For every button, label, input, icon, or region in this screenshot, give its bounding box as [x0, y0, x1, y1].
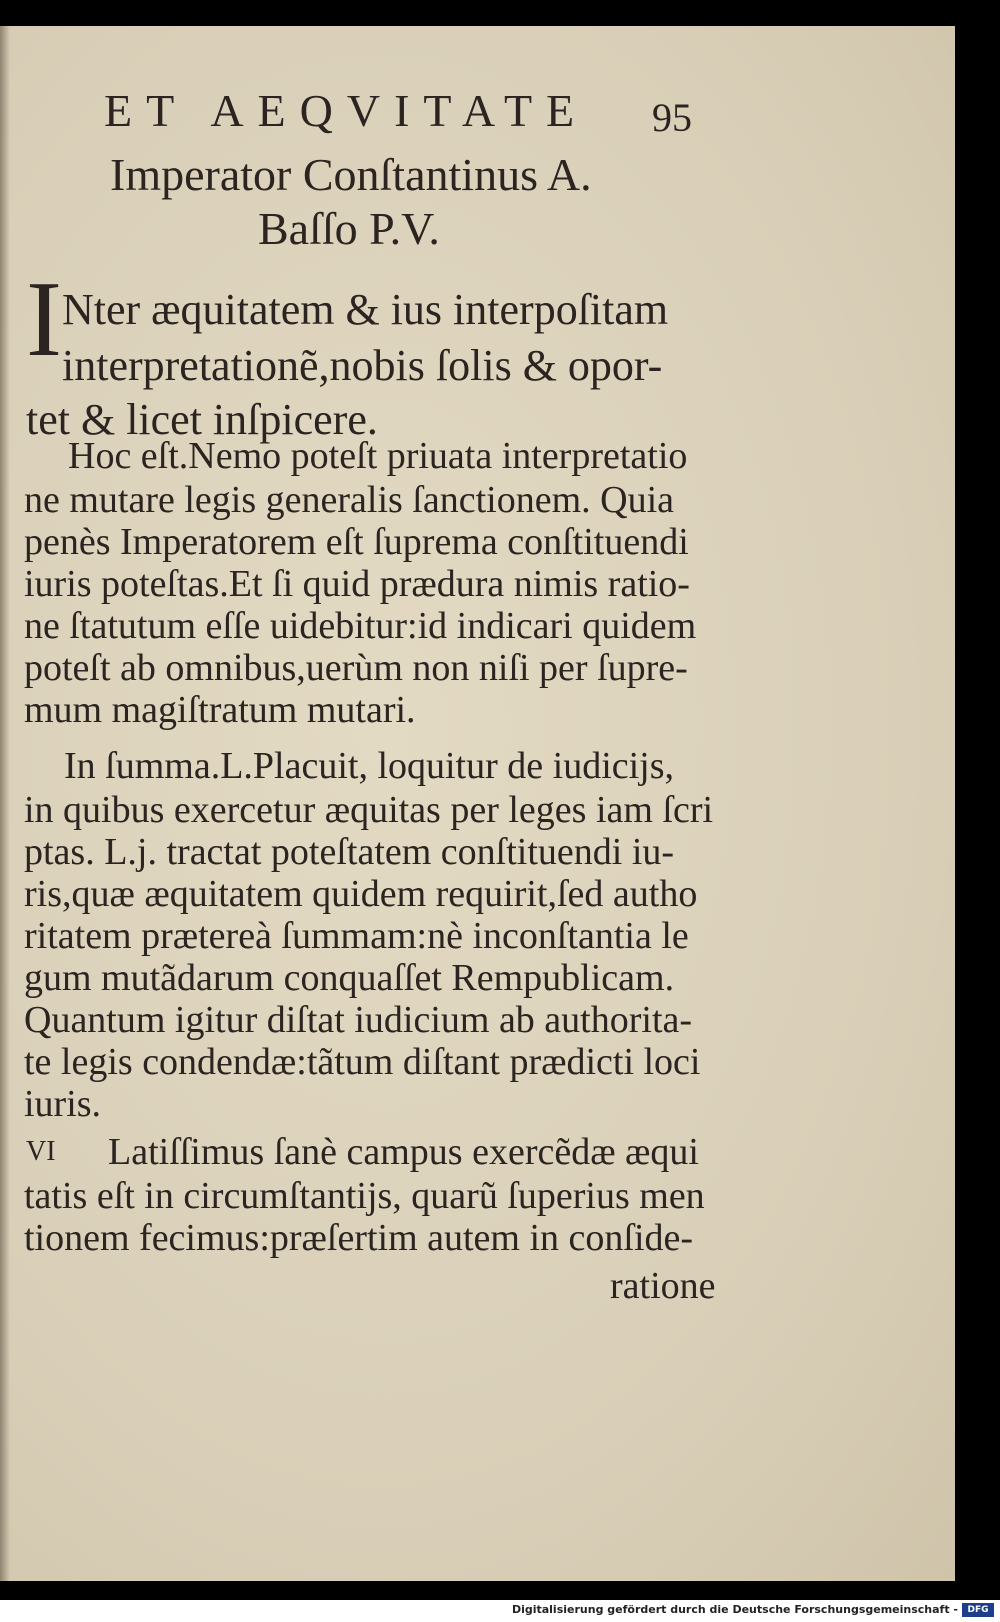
dfg-logo: DFG [962, 1603, 994, 1617]
paragraph3-line: ptas. L.j. tractat poteſtatem conſtituendi iu- [24, 831, 675, 873]
running-title: ET AEQVITATE [104, 85, 589, 136]
paragraph3-line: ris,quæ æquitatem quidem requirit,ſed autho [24, 873, 698, 915]
paragraph2-line: ne mutare legis generalis ſanctionem. Quia [24, 479, 674, 521]
paragraph2-line: ne ſtatutum eſſe uidebitur:id indicari quidem [24, 605, 697, 647]
heading-line-2: Baſſo P.V. [258, 203, 440, 254]
paragraph4-line: Latiſſimus ſanè campus exercẽdæ æqui [108, 1131, 699, 1173]
paragraph2-line: poteſt ab omnibus,uerùm non niſi per ſupre- [24, 647, 688, 689]
catchword: ratione [610, 1265, 716, 1307]
paragraph3-line: Quantum igitur diſtat iudicium ab authorita- [24, 999, 693, 1041]
paragraph1-line: interpretationẽ,nobis ſolis & opor- [62, 341, 663, 390]
funding-credit: Digitalisierung gefördert durch die Deutsche Forschungsgemeinschaft - [511, 1603, 958, 1616]
marginal-numeral: VI [26, 1136, 56, 1167]
paragraph1-line: tet & licet inſpicere. [26, 395, 378, 444]
paragraph1-line: Nter æquitatem & ius interpoſitam [62, 285, 669, 334]
page-gutter-shadow [0, 26, 10, 1581]
paragraph3-line: in quibus exercetur æquitas per leges iam ſcri [24, 789, 714, 831]
paragraph4-line: tionem fecimus:præſertim autem in conſide- [24, 1217, 694, 1259]
drop-cap: I [26, 260, 62, 379]
paragraph2-line: iuris poteſtas.Et ſi quid prædura nimis ratio- [24, 563, 690, 605]
paragraph3-line: gum mutãdarum conquaſſet Rempublicam. [24, 957, 675, 999]
paragraph2-line: Hoc eſt.Nemo poteſt priuata interpretatio [68, 435, 688, 477]
paragraph3-line: iuris. [24, 1083, 102, 1125]
paragraph2-line: mum magiſtratum mutari. [24, 689, 416, 731]
paragraph3-line: In ſumma.L.Placuit, loquitur de iudicijs, [64, 745, 675, 787]
heading-line-1: Imperator Conſtantinus A. [110, 149, 592, 200]
paragraph2-line: penès Imperatorem eſt ſuprema conſtituendi [24, 521, 689, 563]
paragraph3-line: ritatem prætereà ſummam:nè inconſtantia le [24, 915, 689, 957]
page-number: 95 [652, 95, 692, 140]
paragraph4-line: tatis eſt in circumſtantijs, quarũ ſuperius men [24, 1175, 705, 1217]
paragraph3-line: te legis condendæ:tãtum diſtant prædicti loci [24, 1041, 701, 1083]
